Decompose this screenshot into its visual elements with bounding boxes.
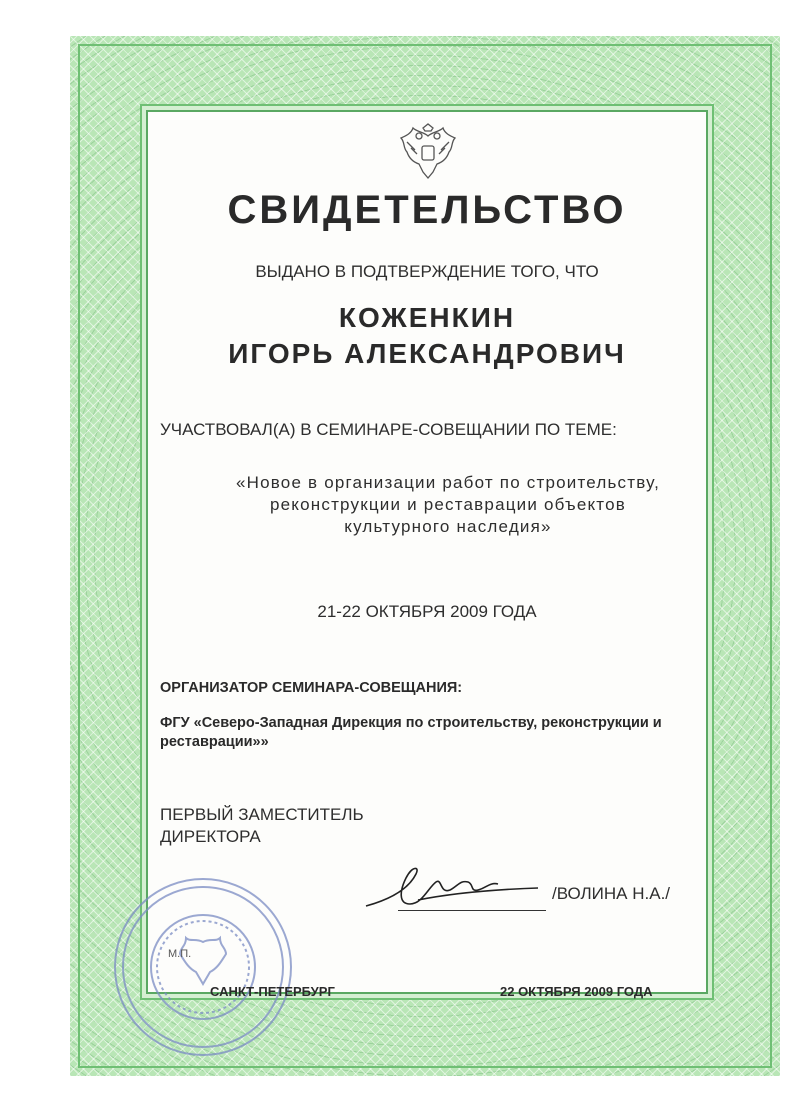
organizer-line: ФГУ «Северо-Западная Дирекция по строительству, реконструкции и [160, 715, 662, 731]
recipient-given-names: ИГОРЬ АЛЕКСАНДРОВИЧ [228, 338, 626, 369]
issue-date: 22 ОКТЯБРЯ 2009 ГОДА [500, 984, 653, 999]
signature-icon [358, 860, 548, 920]
stamp-place-label: М.П. [168, 948, 192, 960]
organizer-name [160, 714, 720, 752]
topic-line: «Новое в организации работ по строительству, [235, 473, 661, 492]
official-stamp-icon [108, 872, 298, 1062]
certificate-body [146, 110, 708, 999]
seminar-topic [168, 472, 728, 538]
organizer-line: реставрации»» [160, 734, 269, 750]
certificate-border [70, 36, 780, 1076]
topic-line: реконструкции и реставрации объектов [269, 495, 626, 514]
signer-name: /ВОЛИНА Н.А./ [552, 884, 671, 903]
certificate-title: СВИДЕТЕЛЬСТВО [227, 188, 627, 232]
participated-text: УЧАСТВОВАЛ(А) В СЕМИНАРЕ-СОВЕЩАНИИ ПО ТЕМЕ: [160, 420, 617, 439]
signature-line [398, 910, 546, 911]
issued-text: ВЫДАНО В ПОДТВЕРЖДЕНИЕ ТОГО, ЧТО [255, 262, 599, 281]
event-dates: 21-22 ОКТЯБРЯ 2009 ГОДА [317, 602, 537, 621]
position-line: ДИРЕКТОРА [160, 827, 261, 846]
issue-city: САНКТ-ПЕТЕРБУРГ [210, 984, 335, 999]
signer-position [160, 804, 364, 848]
organizer-label: ОРГАНИЗАТОР СЕМИНАРА-СОВЕЩАНИЯ: [160, 680, 463, 696]
eagle-emblem-icon [395, 122, 461, 186]
topic-line: культурного наследия» [344, 517, 552, 536]
position-line: ПЕРВЫЙ ЗАМЕСТИТЕЛЬ [160, 805, 364, 824]
recipient-surname: КОЖЕНКИН [338, 302, 516, 333]
